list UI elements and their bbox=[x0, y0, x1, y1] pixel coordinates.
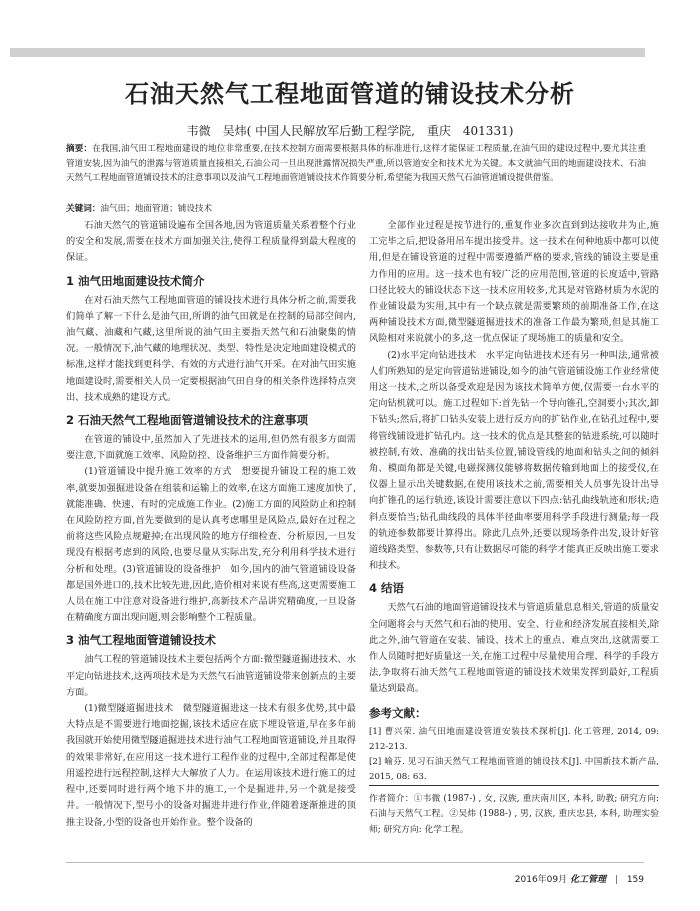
abstract-label: 摘要： bbox=[66, 144, 93, 154]
footer-date: 2016年09月 bbox=[514, 875, 568, 885]
header-bar bbox=[10, 48, 645, 57]
paragraph: (1)微型隧道掘进技术 微型隧道掘进这一技术有很多优势,其中最大特点是不需要进行地面挖掘,该技术适应在底下埋设管道,早在多年前我国就开始使用微型隧道掘进技术进行油气工程地面管道铺设,并且取得的效果非常好,在应用这一技术进行工程作业的过程中,全部过程都是使用遥控进行远程控制,这样大大解放了人力。在运用该技术进行施工的过程中,还要同时进行两个地下井的施工,一个是掘进井,另一个就是接受井。一般情况下,型号小的设备对掘进井进行作业,伴随着逐渐推进的顶推主设备,小型的设备也开始作业。整个设备的 bbox=[66, 703, 356, 828]
paragraph: 油气工程的管道铺设技术主要包括两个方面:微型隧道掘进技术、水平定向钻进技术,这两项技术是为天然气石油管道铺设带来创新点的主要方面。 bbox=[66, 654, 356, 698]
section-heading-4: 4 结语 bbox=[369, 581, 405, 596]
section-heading-3: 3 油气工程地面管道铺设技术 bbox=[66, 633, 217, 648]
page-number: 159 bbox=[626, 875, 644, 885]
abstract-text: 在我国,油气田工程地面建设的地位非常重要,在技术控制方面需要根据具体的标准进行,这样才能保证工程质量,在油气田的建设过程中,要尤其注重管道安装,因为油气的泄露与管道质量直接相关,石油公司一旦出现泄露情况损失严重,所以管道安全和技术尤为关键。本文就油气田的地面建设技术、石油天然气工程地面管道铺设技术的注意事项以及油气工程地面管道铺设技术作简要分析,希望能为我国天然气石油管道铺设提供借鉴。 bbox=[66, 144, 646, 183]
abstract bbox=[66, 142, 646, 186]
footer-separator: | bbox=[614, 875, 618, 885]
footer-journal: 化工管理 bbox=[570, 875, 607, 885]
paragraph: 天然气石油的地面管道铺设技术与管道质量息息相关,管道的质量安全问题将会与天然气和石油的使用、安全、行业和经济发展直接相关,除此之外,油气管道在安装、铺设、技术上的重点、难点突出,这就需要工作人员随时把好质量这一关,在施工过程中尽量使用合理、科学的手段方法,争取将石油天然气工程地面管道的铺设技术效果发挥到最好,工程质量达到最高。 bbox=[369, 602, 659, 695]
paragraph: (1)管道铺设中提升施工效率的方式 想要提升铺设工程的施工效率,就要加强掘进设备在组装和运输上的效率,在这方面施工速度加快了,就能准确、快速、有时的完成施工作业。(2)施工方面的风险防止和控制 在风险防控方面,首先要做到的是认真考虑哪里是风险点,最好在过程之前将这些风险点规避掉;在出现风险的地方仔细检查、分析原因,一旦发现没有根据考虑到的风险,也要尽量从实际出发,充分利用科学技术进行分析和处理。(3)管道铺设的设备维护 如今,国内的油气管道铺设设备都是国外进口的,技术比较先进,因此,造价相对来说有些高,这更需要施工人员在施工中注意对设备进行维护,高新技术产品讲究精确度,一旦设备在精确度方面出现问题,则会影响整个工程质量。 bbox=[66, 466, 366, 624]
article-title: 石油天然气工程地面管道的铺设技术分析 bbox=[125, 80, 575, 108]
left-column bbox=[66, 218, 366, 831]
page-footer bbox=[515, 872, 644, 885]
right-column bbox=[369, 218, 659, 838]
keywords-text: 油气田；地面管道；铺设技术 bbox=[100, 204, 213, 214]
section-heading-1: 1 油气田地面建设技术简介 bbox=[66, 273, 205, 288]
paragraph: 在管道的铺设中,虽然加入了先进技术的运用,但仍然有很多方面需要注意,下面就施工效率、风险防控、设备维护三方面作简要分析。 bbox=[66, 434, 356, 462]
keywords-label: 关键词： bbox=[66, 204, 101, 214]
keywords bbox=[66, 202, 646, 216]
reference-item: [1] 曹兴荣. 油气田地面建设管道安装技术探析[J]. 化工管理, 2014, 09: 212-213. bbox=[369, 726, 659, 752]
reference-item: [2] 喻芬. 见习石油天然气工程地面管道的铺设技术[J]. 中国新技术新产品, 2015, 08: 63. bbox=[369, 756, 659, 782]
footer-divider bbox=[66, 862, 644, 863]
paragraph: (2)水平定向钻进技术 水平定向钻进技术还有另一种叫法,通常被人们所熟知的是定向管道钻进铺设,如今的油气管道铺设施工作业经常使用这一技术,之所以备受欢迎是因为该技术简单方便,仅需要一台水平的定向钻机就可以。施工过程如下:首先钻一个导向锥孔,空洞要小;其次,卸下钻头;然后,将扩口钻头安装上进行反方向的扩钻作业,在钻孔过程中,要将管线铺设进扩钻孔内。这一技术的优点是其整套的钻进系统,可以随时被控制,有效、准确的找出钻头位置,铺设管线的地面和钻头之间的倾斜角、模面角都是关键,电磁探测仪能够将数据传输到地面上的接受仪,在仪器上显示出关键数据,在使用该技术之前,需要相关人员事先设计出导向扩锥孔的运行轨迹,该设计需要注意以下四点:钻孔曲线轨迹和形状;造斜点要恰当;钻孔曲线段的具体半径曲率要用科学手段进行测量;每一段的轨迹参数都要计算得出。除此几点外,还要以现场条件出发,设计好管道线路类型、参数等,只有让数据尽可能的科学才能真正反映出施工要求和技术。 bbox=[369, 349, 659, 572]
references-heading: 参考文献： bbox=[369, 705, 427, 720]
paragraph: 在对石油天然气工程地面管道的铺设技术进行具体分析之前,需要我们简单了解一下什么是油气田,所谓的油气田就是在控制的局部空间内,油气藏、油藏和气藏,这里所说的油气田主要指天然气和石油聚集的情况。一般情况下,油气藏的地理状况、类型、特性是决定地面建设模式的标准,这样才能找到更科学、有效的方式进行油气开采。在对油气田实施地面建设时,需要相关人员一定要根据油气田自身的相关条件选择特点突出、技术成熟的建设方式。 bbox=[66, 294, 356, 403]
author-note: 作者简介：①韦微 (1987-) , 女, 汉族, 重庆南川区, 本科, 助教; 研究方向: 石油与天然气工程。②吴炜 (1988-) , 男, 汉族, 重庆忠县, 本科, 助理实验师; 研究方向: 化学工程。 bbox=[369, 785, 659, 839]
intro-paragraph: 石油天然气的管道铺设遍布全国各地,因为管道质量关系着整个行业的安全和发展,需要在技术方面加强关注,使得工程质量得到最大程度的保证。 bbox=[66, 220, 356, 264]
article-authors: 韦微 吴炜( 中国人民解放军后勤工程学院, 重庆 401331) bbox=[186, 124, 514, 138]
section-heading-2: 2 石油天然气工程地面管道铺设技术的注意事项 bbox=[66, 413, 309, 428]
paragraph: 全部作业过程是按节进行的,重复作业多次直到到达接收井为止,施工完毕之后,把设备用吊车提出接受井。这一技术在何种地质中都可以使用,但是在铺设管道的过程中需要遵循严格的要求,管线的铺设主要是重力作用的应用。这一技术也有较广泛的应用范围,管道的长度适中,管路口径比较大的铺设状态下这一技术应用较多,尤其是对管路材质为水泥的作业铺设最为实用,其中有一个缺点就是需要繁琐的前期准备工作,在这两种铺设技术方面,微型隧道掘进技术的准备工作最为繁琐,但是其施工风险相对来说就小的多,这一优点保证了现场施工的质量和安全。 bbox=[369, 220, 659, 345]
